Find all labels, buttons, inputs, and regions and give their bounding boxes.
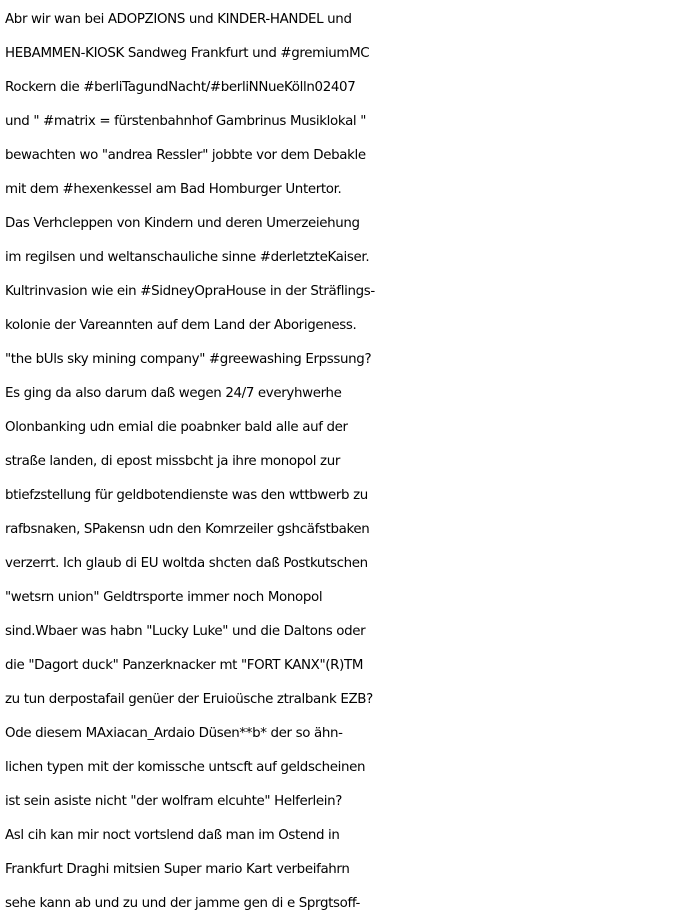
text-line: verzerrt. Ich glaub di EU woltda shcten daß Postkutschen — [5, 556, 368, 571]
text-line: bewachten wo "andrea Ressler" jobbte vor dem Debakle — [5, 148, 366, 163]
text-line: mit dem #hexenkessel am Bad Homburger Untertor. — [5, 182, 342, 197]
text-line: "wetsrn union" Geldtrsporte immer noch Monopol — [5, 590, 323, 605]
text-line: HEBAMMEN-KIOSK Sandweg Frankfurt und #gremiumMC — [5, 46, 370, 61]
body-text — [5, 3, 684, 920]
text-line: Olonbanking udn emial die poabnker bald alle auf der — [5, 420, 348, 435]
text-line: lichen typen mit der komissche untscft auf geldscheinen — [5, 760, 366, 775]
text-line: die "Dagort duck" Panzerknacker mt "FORT KANX"(R)TM — [5, 658, 364, 673]
text-line: Ode diesem MAxiacan_Ardaio Düsen**b* der so ähn- — [5, 726, 343, 741]
text-line: zu tun derpostafail genüer der Eruioüsche ztralbank EZB? — [5, 692, 373, 707]
text-line: "the bUls sky mining company" #greewashing Erpssung? — [5, 352, 372, 367]
text-line: im regilsen und weltanschauliche sinne #derletzteKaiser. — [5, 250, 370, 265]
text-line: Frankfurt Draghi mitsien Super mario Kart verbeifahrn — [5, 862, 350, 877]
text-line: sind.Wbaer was habn "Lucky Luke" und die Daltons oder — [5, 624, 366, 639]
text-line: sehe kann ab und zu und der jamme gen di e Sprgtsoff- — [5, 896, 360, 911]
text-line: straße landen, di epost missbcht ja ihre monopol zur — [5, 454, 340, 469]
text-line: rafbsnaken, SPakensn udn den Komrzeiler gshcäfstbaken — [5, 522, 370, 537]
text-line: ist sein asiste nicht "der wolfram elcuhte" Helferlein? — [5, 794, 343, 809]
text-line: Es ging da also darum daß wegen 24/7 everyhwerhe — [5, 386, 342, 401]
text-line: kolonie der Vareannten auf dem Land der Aborigeness. — [5, 318, 357, 333]
text-line: Kultrinvasion wie ein #SidneyOpraHouse in der Sträflings- — [5, 284, 375, 299]
text-line: Das Verhcleppen von Kindern und deren Umerzeiehung — [5, 216, 360, 231]
text-line: Asl cih kan mir noct vortslend daß man im Ostend in — [5, 828, 340, 843]
text-line: Abr wir wan bei ADOPZIONS und KINDER-HANDEL und — [5, 12, 352, 27]
text-line: Rockern die #berliTagundNacht/#berliNNueKölln02407 — [5, 80, 356, 95]
text-line: und " #matrix = fürstenbahnhof Gambrinus Musiklokal " — [5, 114, 367, 129]
text-line: btiefzstellung für geldbotendienste was den wttbwerb zu — [5, 488, 368, 503]
